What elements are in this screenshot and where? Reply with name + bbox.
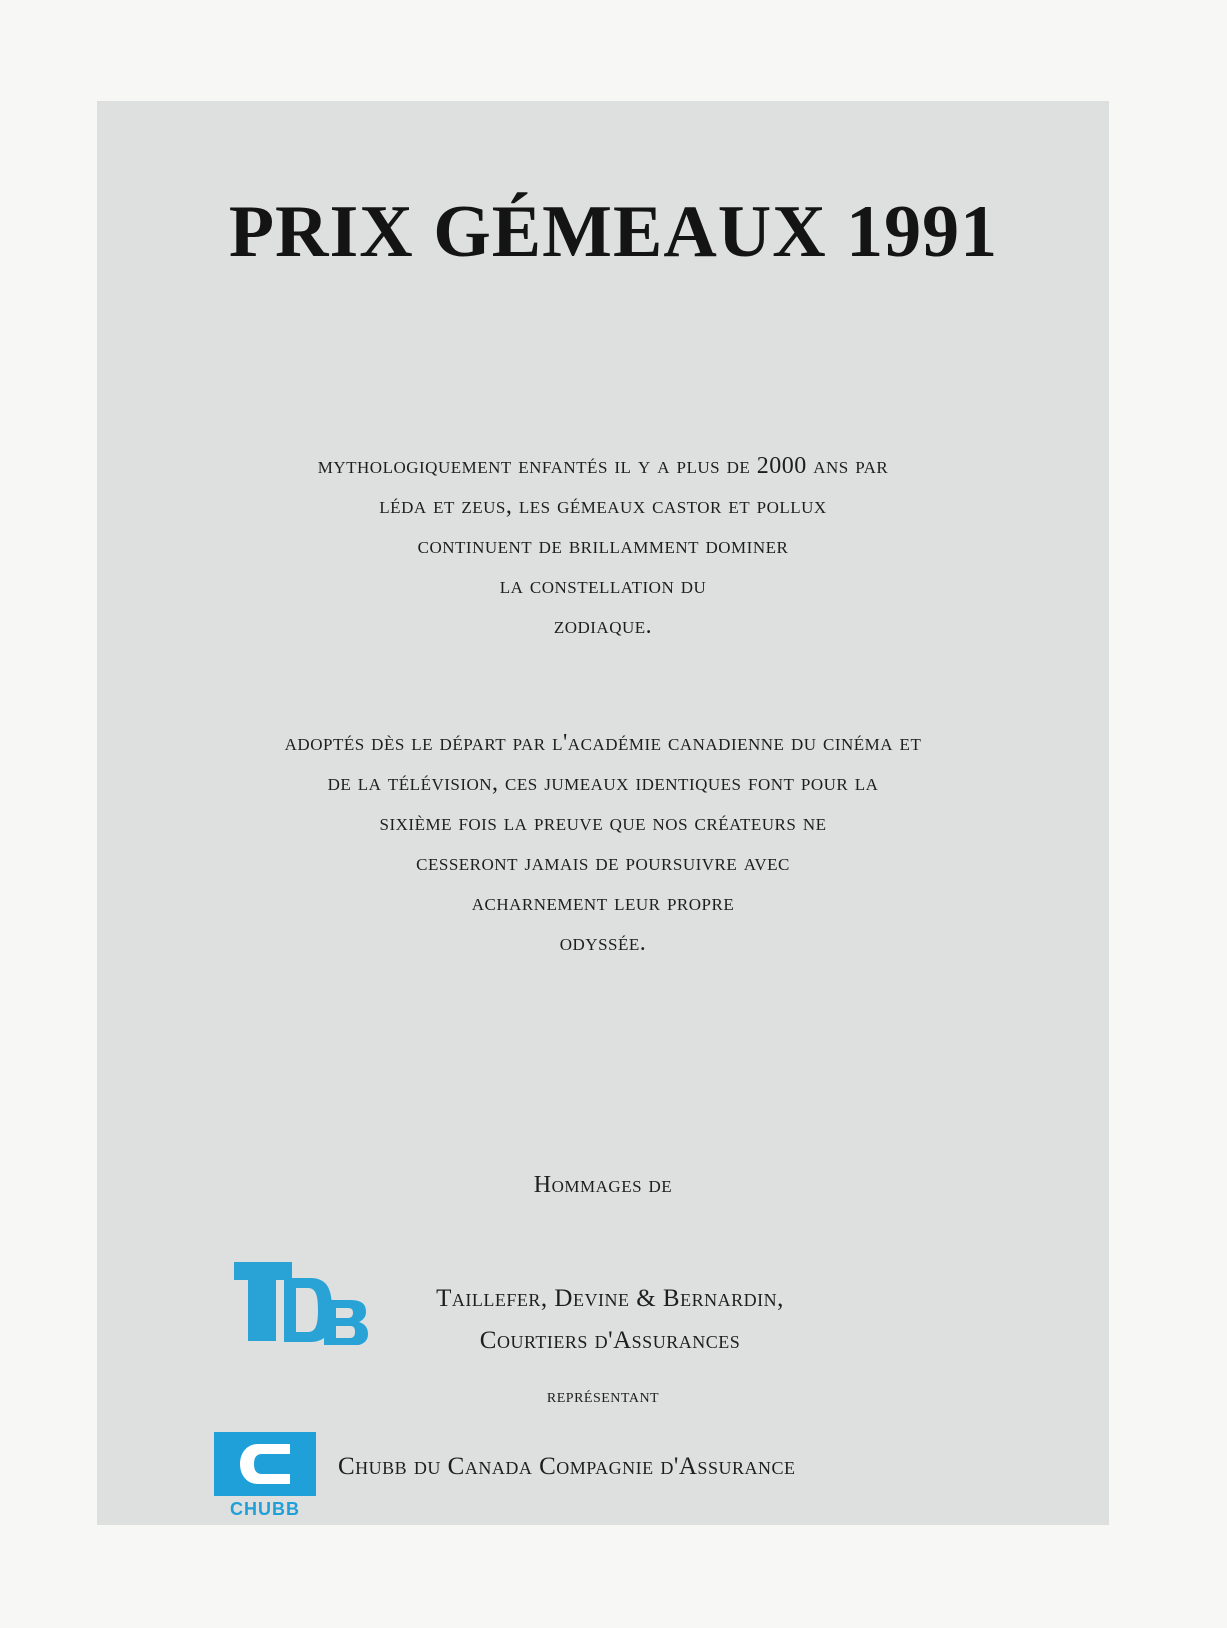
paragraph-mythology bbox=[97, 446, 1109, 646]
representing-label: représentant bbox=[546, 1385, 660, 1407]
paragraph2-line: cesseront jamais de poursuivre avec bbox=[416, 850, 790, 876]
paragraph1-line: zodiaque. bbox=[553, 613, 653, 639]
paragraph2-line: odyssée. bbox=[559, 930, 647, 956]
chubb-logo-text: CHUBB bbox=[230, 1499, 300, 1518]
paragraph2-line: acharnement leur propre bbox=[471, 890, 735, 916]
tdb-logo bbox=[232, 1260, 384, 1345]
paragraph2-line: de la télévision, ces jumeaux identiques font pour la bbox=[327, 770, 879, 796]
page-title: PRIX GÉMEAUX 1991 bbox=[228, 191, 999, 273]
tdb-line1: Taillefer, Devine & Bernardin, bbox=[436, 1285, 784, 1312]
paragraph1-line: léda et zeus, les gémeaux castor et pollux bbox=[379, 493, 827, 519]
chubb-company-name: Chubb du Canada Compagnie d'Assurance bbox=[338, 1453, 796, 1480]
tdb-line2: Courtiers d'Assurances bbox=[479, 1327, 741, 1354]
paragraph1-line: continuent de brillamment dominer bbox=[417, 533, 789, 559]
paragraph1-line: mythologiquement enfantés il y a plus de 2000 ans par bbox=[317, 453, 889, 479]
paragraph-academy bbox=[97, 723, 1109, 963]
tribute-heading: Hommages de bbox=[533, 1172, 673, 1198]
paragraph2-line: sixième fois la preuve que nos créateurs ne bbox=[379, 810, 827, 836]
paragraph2-line: adoptés dès le départ par l'académie canadienne du cinéma et bbox=[284, 730, 922, 756]
chubb-logo bbox=[212, 1432, 318, 1518]
paragraph1-line: la constellation du bbox=[499, 573, 707, 599]
tdb-company-name bbox=[380, 1278, 840, 1362]
